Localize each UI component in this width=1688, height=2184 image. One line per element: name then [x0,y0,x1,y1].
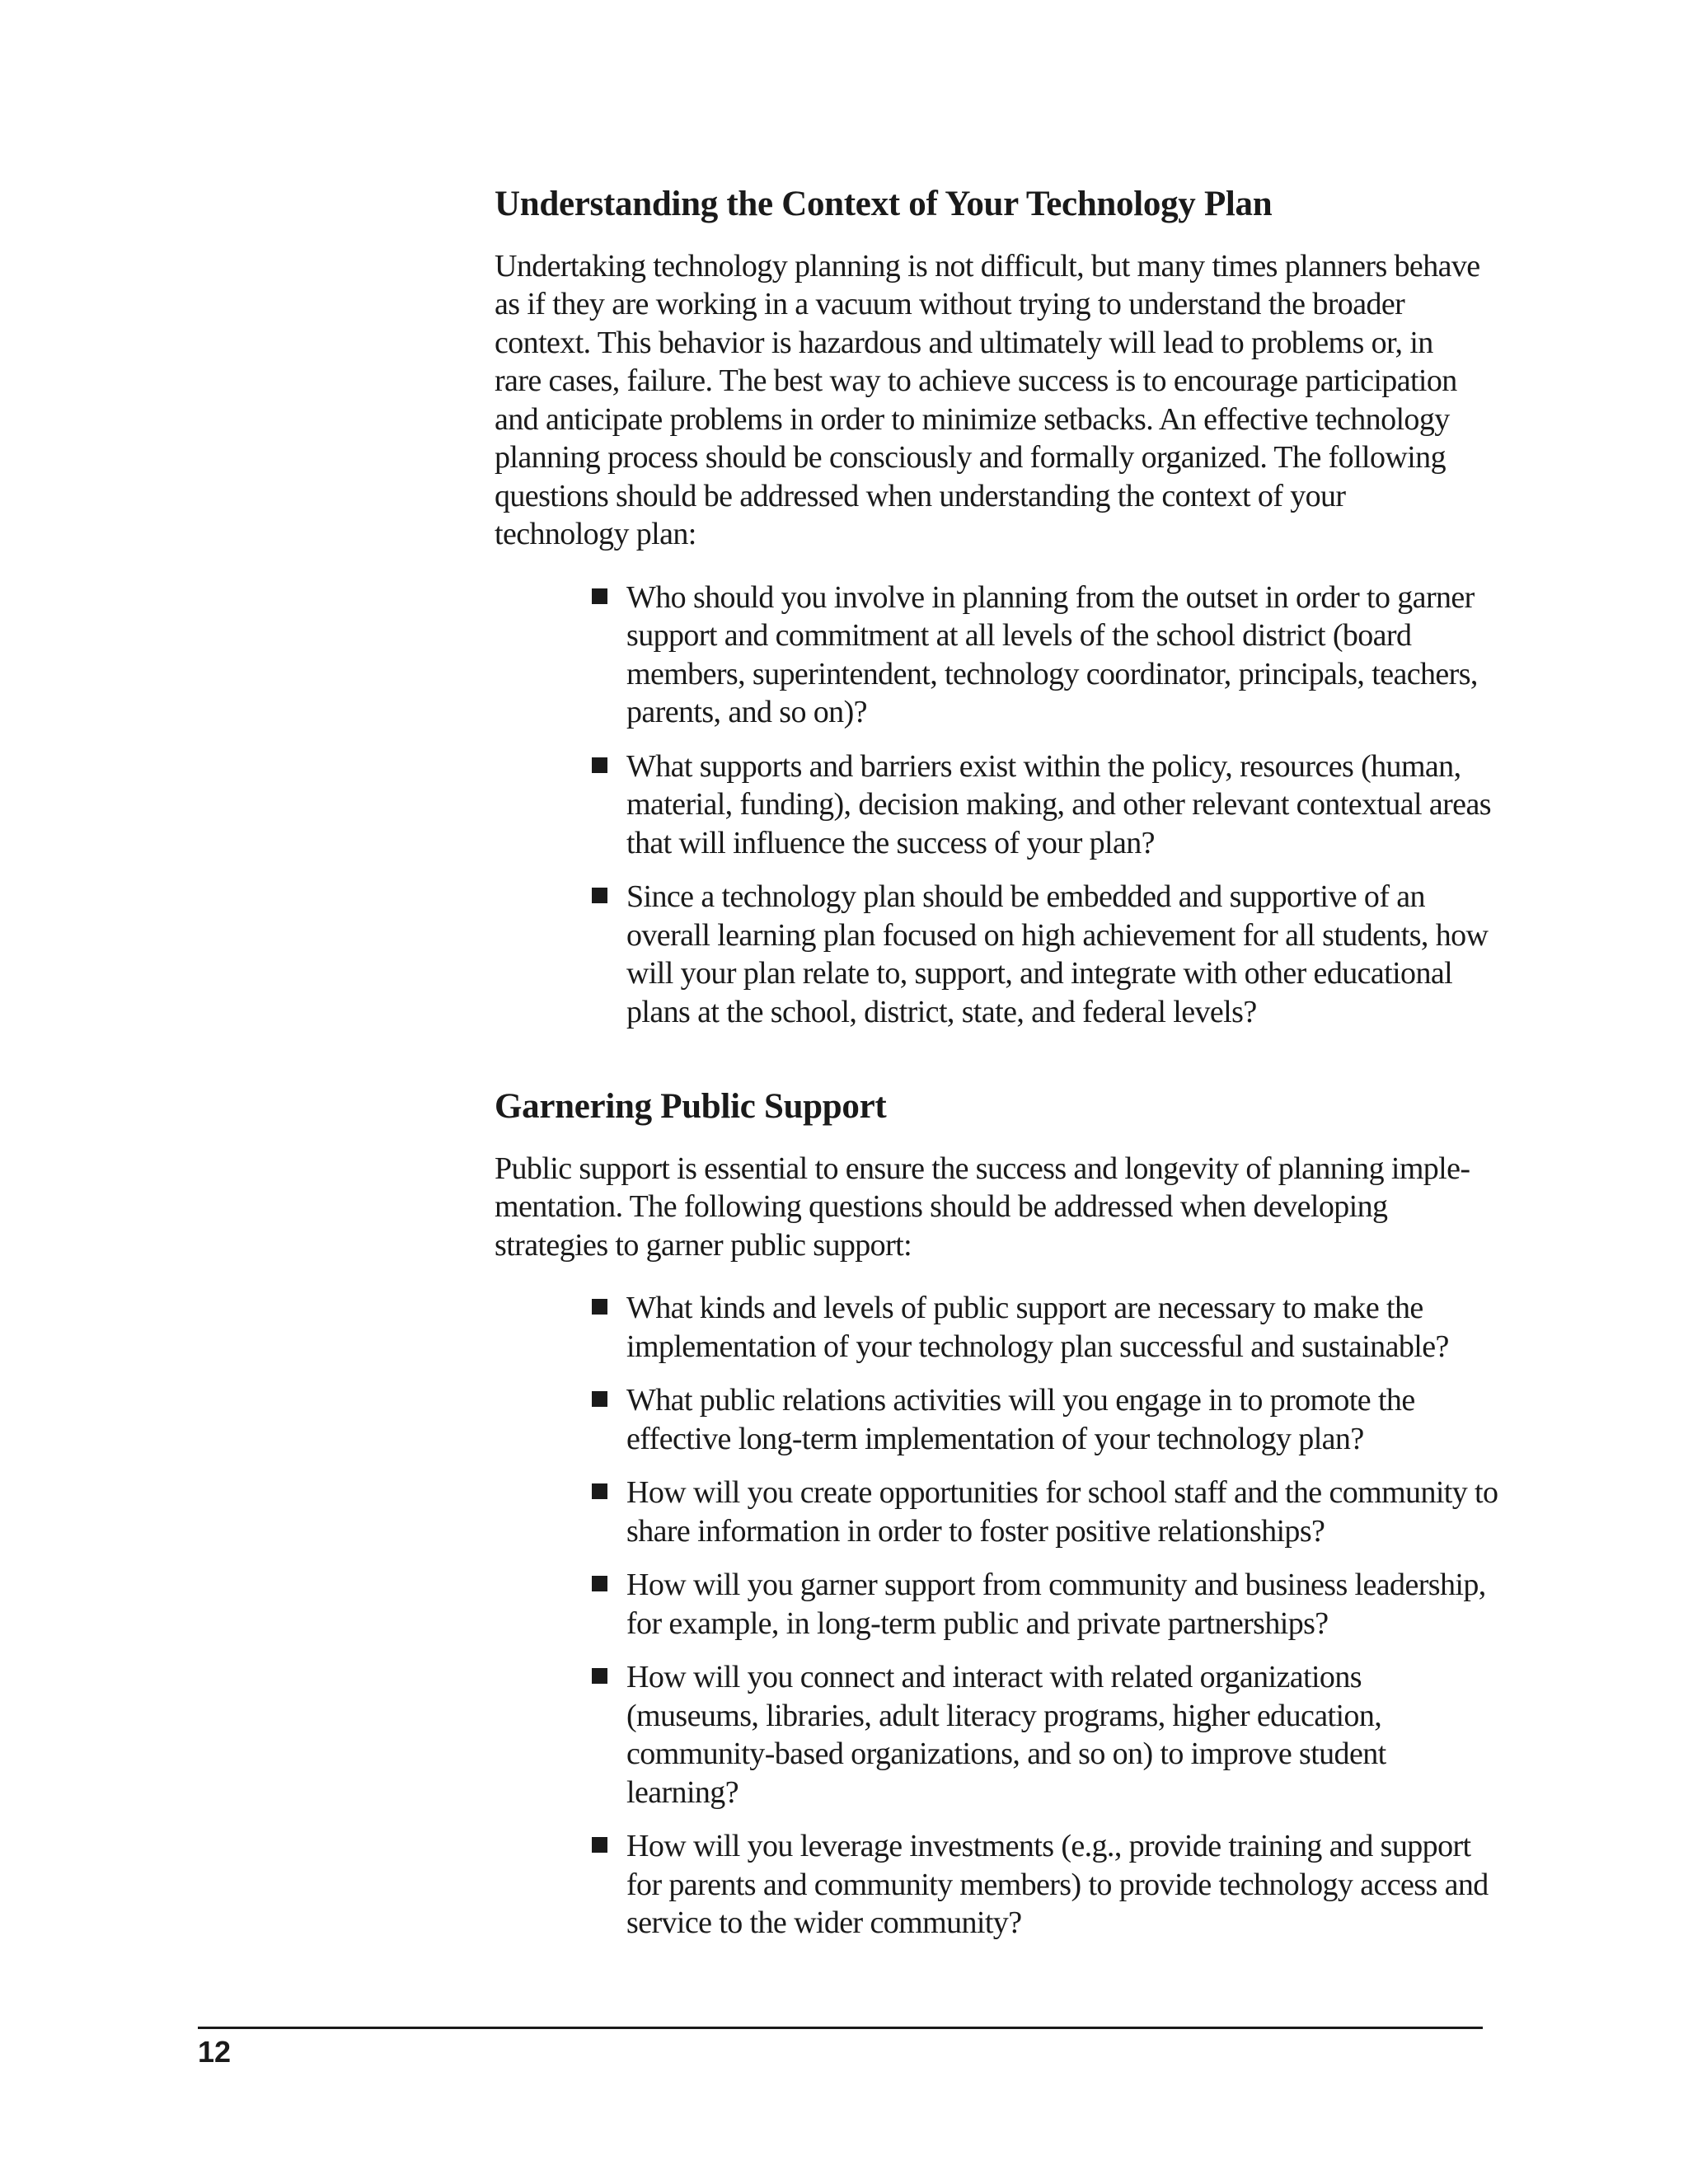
bullet-list [495,1289,1498,1943]
list-item [495,878,1500,1031]
list-item-text: What supports and barriers exist within the policy, resources (human, material, funding), decision making, and other relevant contextual areas that will influence the success of your plan? [626,748,1491,860]
section-paragraph: Undertaking technology planning is not difficult, but many times planners behave as if they are working in a vacuum without trying to understand the broader context. This behavior is hazardous and ultimately will lead to problems or, in rare cases, failure. The best way to achieve success is to encourage participation and anticipate problems in order to minimize setbacks. An effective technology planning process should be consciously and formally organized. The following questions should be addressed when understanding the context of your technology plan: [495,248,1480,552]
list-item-text: How will you connect and interact with related organizations (museums, libraries, adult literacy programs, higher education, community-based organizations, and so on) to improve student learning? [626,1660,1386,1810]
square-bullet-icon [592,1483,607,1499]
square-bullet-icon [592,1837,607,1853]
list-item-text: What public relations activities will you engage in to promote the effective long-term implementation of your technology plan? [626,1383,1415,1456]
list-item-text: How will you create opportunities for school staff and the community to share information in order to foster positive relationships? [626,1475,1498,1549]
page-number: 12 [198,2035,232,2069]
list-item-text: How will you garner support from community and business leadership, for example, in long-term public and private partnerships? [626,1568,1486,1641]
page-content [495,183,1498,1958]
square-bullet-icon [592,1299,607,1315]
section-context [495,183,1491,1031]
square-bullet-icon [592,1576,607,1591]
square-bullet-icon [592,1668,607,1684]
list-item [495,579,1500,732]
list-item [495,748,1500,863]
list-item-text: Who should you involve in planning from the outset in order to garner support and commitment at all levels of the school district (board members, superintendent, technology coordinator, principals, teachers, parents, and so on)? [626,579,1478,730]
square-bullet-icon [592,888,607,903]
bullet-list [495,579,1491,1032]
section-paragraph: Public support is essential to ensure the success and longevity of planning imple-mentation. The following questions should be addressed when developing strategies to garner public support: [495,1151,1470,1263]
list-item [495,1658,1500,1811]
square-bullet-icon [592,757,607,773]
list-item [495,1289,1500,1366]
list-item-text: Since a technology plan should be embedded and supportive of an overall learning plan focused on high achievement for all students, how will your plan relate to, support, and integrate with other educational plans at the school, district, state, and federal levels? [626,879,1489,1029]
list-item-text: What kinds and levels of public support are necessary to make the implementation of your technology plan successful and sustainable? [626,1291,1449,1364]
list-item [495,1381,1500,1458]
square-bullet-icon [592,1391,607,1407]
footer-divider [198,2027,1483,2029]
list-item [495,1474,1500,1550]
list-item-text: How will you leverage investments (e.g., provide training and support for parents and community members) to provide technology access and service to the wider community? [626,1829,1489,1941]
section-public-support [495,1085,1498,1943]
list-item [495,1566,1500,1643]
square-bullet-icon [592,588,607,604]
section-heading: Understanding the Context of Your Technology Plan [495,185,1273,223]
list-item [495,1827,1500,1943]
section-heading: Garnering Public Support [495,1087,887,1127]
